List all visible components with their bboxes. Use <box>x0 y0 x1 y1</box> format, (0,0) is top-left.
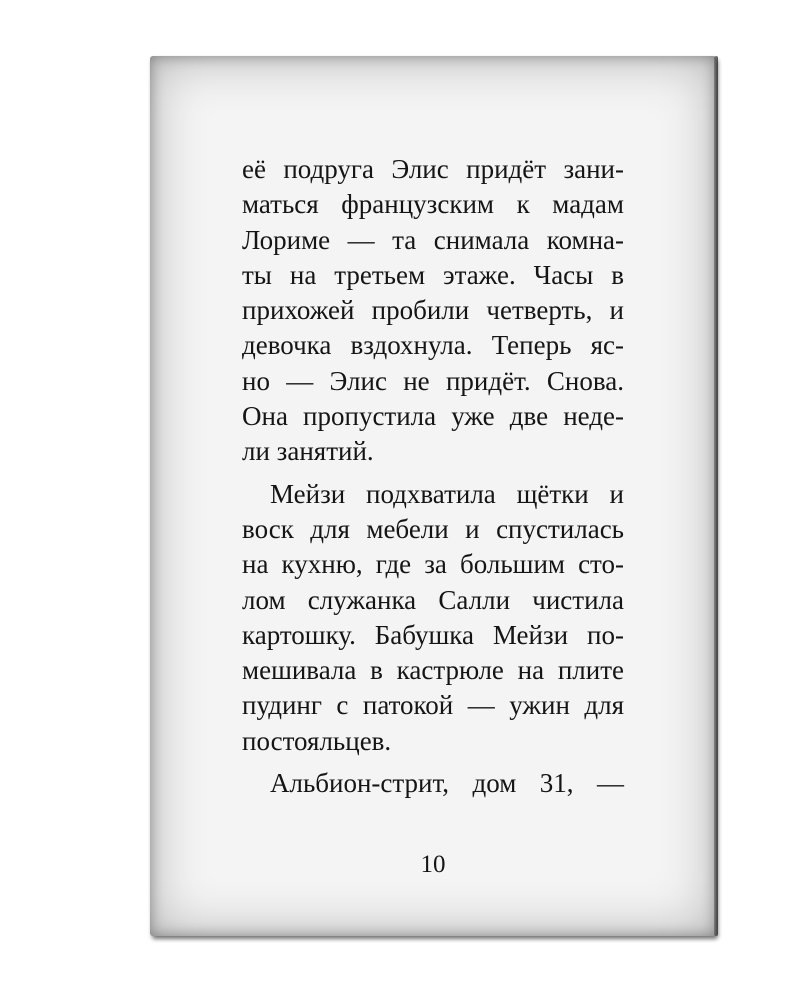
paragraph-3 <box>242 766 624 801</box>
paragraph-spacing <box>242 470 624 477</box>
text-line: Мейзи подхватила щётки и <box>270 478 624 509</box>
paragraph-2 <box>242 477 624 759</box>
text-line: Альбион-стрит, дом 31, — <box>270 768 624 799</box>
text-line: лом служанка Салли чистила <box>242 584 624 615</box>
text-line: ты на третьем этаже. Часы в <box>242 259 624 290</box>
text-line: Лориме — та снимала комна- <box>242 224 624 255</box>
text-line: ли занятий. <box>242 436 374 467</box>
text-line: картошку. Бабушка Мейзи по- <box>242 619 624 650</box>
text-line: но — Элис не придёт. Снова. <box>242 365 624 396</box>
book-page <box>150 56 716 936</box>
text-line: девочка вздохнула. Теперь яс- <box>242 330 624 361</box>
text-line: маться французским к мадам <box>242 189 624 220</box>
body-text <box>242 152 624 801</box>
text-line: мешивала в кастрюле на плите <box>242 655 624 686</box>
page-number: 10 <box>420 851 446 878</box>
paragraph-1 <box>242 152 624 470</box>
text-line: пудинг с патокой — ужин для <box>242 690 624 721</box>
text-line: прихожей пробили четверть, и <box>242 295 624 326</box>
paragraph-spacing <box>242 759 624 766</box>
text-line: на кухню, где за большим сто- <box>242 549 624 580</box>
text-line: её подруга Элис придёт зани- <box>242 154 624 184</box>
text-line: воск для мебели и спустилась <box>242 513 624 544</box>
text-line: постояльцев. <box>242 725 392 756</box>
text-line: Она пропустила уже две неде- <box>242 401 624 432</box>
